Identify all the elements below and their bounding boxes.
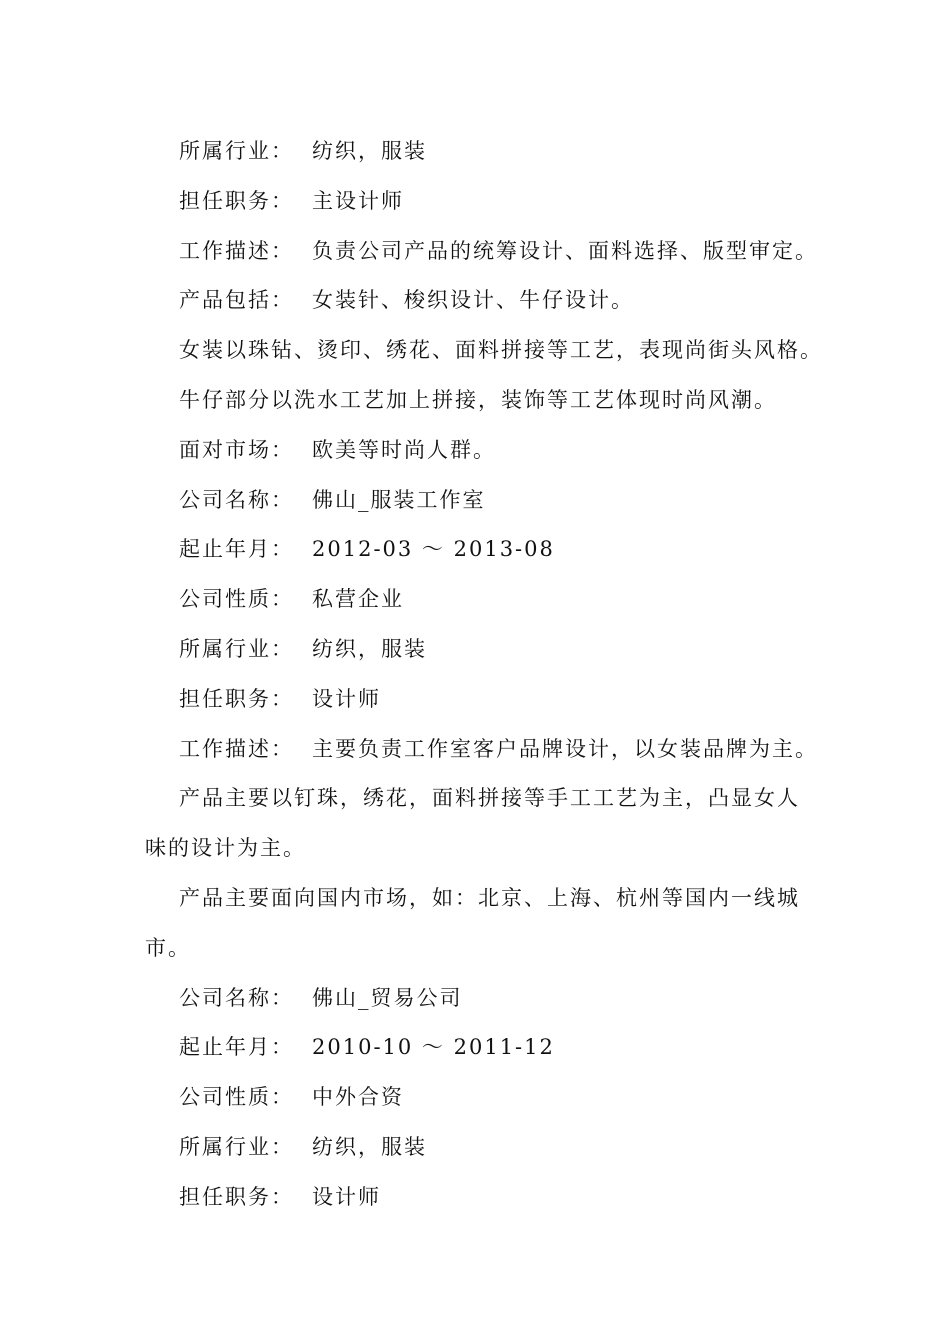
field-value: 欧美等时尚人群。 (312, 437, 496, 462)
field-company-name-2 (145, 476, 805, 526)
field-label: 所属行业： (179, 636, 294, 661)
field-label: 公司名称： (179, 487, 294, 512)
field-period-2 (145, 525, 805, 575)
field-label: 担任职务： (179, 188, 294, 213)
paragraph-line: 女装以珠钻、烫印、绣花、面料拼接等工艺，表现尚街头风格。 (179, 338, 823, 363)
field-company-type-2 (145, 575, 805, 625)
field-label: 起止年月： (179, 537, 294, 562)
field-label: 工作描述： (179, 736, 294, 761)
field-value: 2012-03 ～ 2013-08 (312, 537, 555, 562)
field-label: 产品包括： (179, 288, 294, 313)
field-value: 主要负责工作室客户品牌设计，以女装品牌为主。 (312, 736, 818, 761)
field-job-description-2 (145, 725, 818, 775)
paragraph-line: 牛仔部分以洗水工艺加上拼接，装饰等工艺体现时尚风潮。 (179, 387, 777, 412)
document-body (145, 127, 823, 1223)
field-position-3 (145, 1173, 805, 1223)
field-label: 公司名称： (179, 985, 294, 1010)
field-value: 纺织，服装 (312, 139, 427, 163)
field-value: 设计师 (312, 1184, 381, 1209)
field-value: 2010-10 ～ 2011-12 (312, 1035, 555, 1060)
field-label: 担任职务： (179, 686, 294, 711)
field-value: 设计师 (312, 686, 381, 711)
field-label: 所属行业： (179, 1134, 294, 1159)
field-market-1 (145, 426, 805, 476)
field-period-3 (145, 1023, 805, 1073)
field-value: 纺织，服装 (312, 636, 427, 661)
field-company-name-3 (145, 974, 805, 1024)
field-position-2 (145, 675, 805, 725)
field-label: 面对市场： (179, 437, 294, 462)
paragraph-line-continued: 市。 (145, 935, 191, 960)
field-label: 工作描述： (179, 238, 294, 263)
field-label: 所属行业： (179, 139, 294, 163)
field-value: 主设计师 (312, 188, 404, 213)
paragraph-line: 产品主要面向国内市场，如：北京、上海、杭州等国内一线城 (179, 885, 800, 910)
field-industry-2 (145, 625, 805, 675)
field-value: 中外合资 (312, 1085, 404, 1110)
field-label: 担任职务： (179, 1184, 294, 1209)
field-label: 公司性质： (179, 587, 294, 612)
field-products-1 (145, 276, 805, 326)
field-value: 私营企业 (312, 587, 404, 612)
paragraph-line: 产品主要以钉珠，绣花，面料拼接等手工工艺为主，凸显女人 (179, 786, 800, 811)
field-industry-3 (145, 1123, 805, 1173)
field-value: 佛山_服装工作室 (312, 487, 486, 512)
field-label: 公司性质： (179, 1085, 294, 1110)
field-label: 起止年月： (179, 1035, 294, 1060)
field-company-type-3 (145, 1073, 805, 1123)
paragraph-line-continued: 味的设计为主。 (145, 836, 306, 861)
field-value: 纺织，服装 (312, 1134, 427, 1159)
field-value: 佛山_贸易公司 (312, 985, 463, 1010)
field-job-description-1 (145, 227, 818, 277)
field-value: 女装针、梭织设计、牛仔设计。 (312, 288, 634, 313)
field-industry-1 (145, 127, 805, 177)
field-position-1 (145, 177, 805, 227)
field-value: 负责公司产品的统筹设计、面料选择、版型审定。 (312, 238, 818, 263)
